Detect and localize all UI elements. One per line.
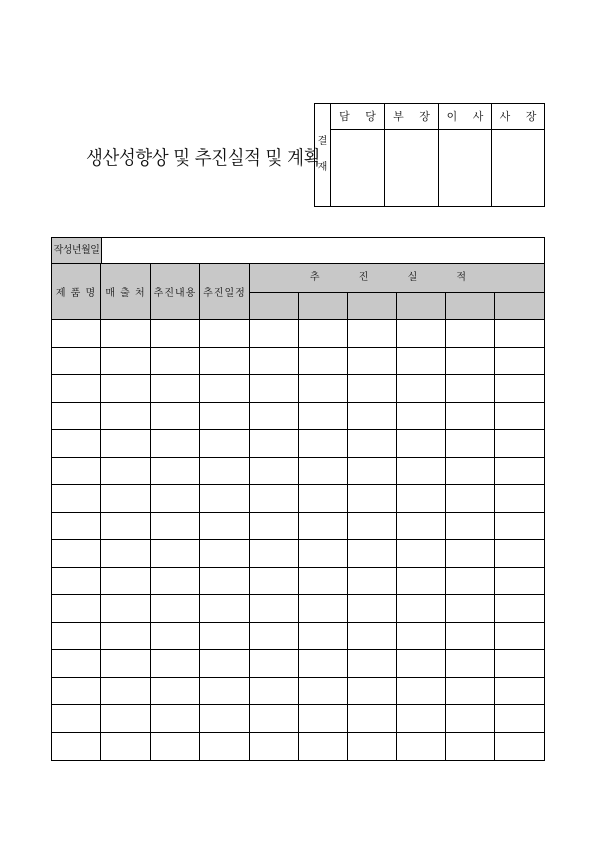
table-cell[interactable] xyxy=(250,320,299,348)
table-cell[interactable] xyxy=(250,403,299,431)
table-cell[interactable] xyxy=(495,568,544,596)
approval-side-label xyxy=(315,104,331,206)
table-cell[interactable] xyxy=(200,568,250,596)
table-cell[interactable] xyxy=(250,623,299,651)
table-cell[interactable] xyxy=(101,348,151,376)
table-cell[interactable] xyxy=(446,678,495,706)
table-cell[interactable] xyxy=(151,705,200,733)
table-cell[interactable] xyxy=(348,375,397,403)
table-cell[interactable] xyxy=(348,403,397,431)
table-cell[interactable] xyxy=(101,485,151,513)
table-cell[interactable] xyxy=(495,650,544,678)
table-cell[interactable] xyxy=(348,320,397,348)
table-cell[interactable] xyxy=(151,595,200,623)
table-cell[interactable] xyxy=(299,458,348,486)
approval-header: 사 장 xyxy=(492,104,544,130)
table-cell[interactable] xyxy=(348,458,397,486)
table-cell[interactable] xyxy=(52,705,101,733)
table-cell[interactable] xyxy=(495,320,544,348)
table-cell[interactable] xyxy=(101,705,151,733)
table-cell[interactable] xyxy=(52,375,101,403)
table-cell[interactable] xyxy=(250,568,299,596)
table-cell[interactable] xyxy=(348,650,397,678)
table-cell[interactable] xyxy=(250,733,299,761)
table-cell[interactable] xyxy=(52,430,101,458)
progress-table xyxy=(51,237,545,761)
table-cell[interactable] xyxy=(446,650,495,678)
table-cell[interactable] xyxy=(101,430,151,458)
table-cell[interactable] xyxy=(495,540,544,568)
approval-signature-cell[interactable] xyxy=(331,130,384,205)
table-cell[interactable] xyxy=(200,678,250,706)
table-cell[interactable] xyxy=(52,568,101,596)
table-cell[interactable] xyxy=(397,733,446,761)
table-cell[interactable] xyxy=(151,403,200,431)
table-cell[interactable] xyxy=(397,540,446,568)
table-cell[interactable] xyxy=(151,513,200,541)
table-cell[interactable] xyxy=(299,320,348,348)
table-cell[interactable] xyxy=(397,458,446,486)
progress-subheader-cell xyxy=(299,293,348,320)
table-cell[interactable] xyxy=(495,485,544,513)
table-cell[interactable] xyxy=(250,595,299,623)
table-cell[interactable] xyxy=(348,348,397,376)
table-cell[interactable] xyxy=(446,403,495,431)
table-cell[interactable] xyxy=(52,623,101,651)
header-action-content: 추진내용 xyxy=(151,264,200,320)
table-cell[interactable] xyxy=(397,595,446,623)
approval-signature-cell[interactable] xyxy=(492,130,544,205)
table-cell[interactable] xyxy=(151,348,200,376)
table-cell[interactable] xyxy=(446,623,495,651)
table-cell[interactable] xyxy=(151,733,200,761)
table-cell[interactable] xyxy=(200,540,250,568)
table-cell[interactable] xyxy=(495,375,544,403)
progress-subheader-cell xyxy=(397,293,446,320)
table-cell[interactable] xyxy=(397,623,446,651)
table-cell[interactable] xyxy=(200,375,250,403)
header-schedule: 추진일정 xyxy=(200,264,250,320)
table-cell[interactable] xyxy=(52,458,101,486)
table-cell[interactable] xyxy=(151,458,200,486)
progress-subheader-cell xyxy=(250,293,299,320)
table-cell[interactable] xyxy=(495,733,544,761)
table-cell[interactable] xyxy=(200,650,250,678)
header-product-name: 제 품 명 xyxy=(52,264,101,320)
table-cell[interactable] xyxy=(299,375,348,403)
table-cell[interactable] xyxy=(446,485,495,513)
table-cell[interactable] xyxy=(52,320,101,348)
table-cell[interactable] xyxy=(250,485,299,513)
table-cell[interactable] xyxy=(250,678,299,706)
table-cell[interactable] xyxy=(495,403,544,431)
table-cell[interactable] xyxy=(397,678,446,706)
table-cell[interactable] xyxy=(151,430,200,458)
table-cell[interactable] xyxy=(151,485,200,513)
table-cell[interactable] xyxy=(299,540,348,568)
table-cell[interactable] xyxy=(101,458,151,486)
table-cell[interactable] xyxy=(446,458,495,486)
table-cell[interactable] xyxy=(101,650,151,678)
table-cell[interactable] xyxy=(495,595,544,623)
table-cell[interactable] xyxy=(446,430,495,458)
approval-box xyxy=(314,103,545,207)
table-cell[interactable] xyxy=(250,348,299,376)
progress-subheader-cell xyxy=(495,293,544,320)
approval-signature-cell[interactable] xyxy=(385,130,438,205)
table-cell[interactable] xyxy=(348,513,397,541)
table-cell[interactable] xyxy=(151,320,200,348)
table-cell[interactable] xyxy=(299,568,348,596)
table-cell[interactable] xyxy=(200,623,250,651)
table-cell[interactable] xyxy=(397,705,446,733)
table-cell[interactable] xyxy=(52,733,101,761)
table-cell[interactable] xyxy=(52,403,101,431)
table-cell[interactable] xyxy=(397,568,446,596)
approval-side-label-2: 재 xyxy=(317,162,328,173)
table-cell[interactable] xyxy=(397,320,446,348)
date-value-field[interactable] xyxy=(102,238,544,263)
date-row xyxy=(52,238,544,264)
approval-column-manager xyxy=(331,104,385,206)
table-cell[interactable] xyxy=(200,348,250,376)
approval-header: 이 사 xyxy=(439,104,491,130)
document-title: 생산성향상 및 추진실적 및 계획 xyxy=(86,147,320,169)
header-progress-results: 추 진 실 적 xyxy=(250,264,544,293)
table-cell[interactable] xyxy=(151,650,200,678)
table-cell[interactable] xyxy=(52,595,101,623)
table-cell[interactable] xyxy=(52,678,101,706)
header-customer: 매 출 처 xyxy=(101,264,151,320)
table-cell[interactable] xyxy=(151,623,200,651)
table-cell[interactable] xyxy=(299,513,348,541)
table-cell[interactable] xyxy=(348,540,397,568)
table-cell[interactable] xyxy=(299,485,348,513)
table-cell[interactable] xyxy=(397,513,446,541)
table-cell[interactable] xyxy=(250,513,299,541)
table-cell[interactable] xyxy=(446,348,495,376)
table-cell[interactable] xyxy=(446,595,495,623)
table-cell[interactable] xyxy=(250,458,299,486)
table-cell[interactable] xyxy=(348,430,397,458)
table-cell[interactable] xyxy=(101,513,151,541)
approval-side-label-1: 결 xyxy=(317,136,328,147)
table-cell[interactable] xyxy=(348,678,397,706)
table-cell[interactable] xyxy=(200,513,250,541)
table-cell[interactable] xyxy=(151,568,200,596)
table-cell[interactable] xyxy=(200,595,250,623)
table-cell[interactable] xyxy=(348,485,397,513)
table-cell[interactable] xyxy=(446,705,495,733)
table-cell[interactable] xyxy=(200,320,250,348)
table-cell[interactable] xyxy=(446,568,495,596)
table-cell[interactable] xyxy=(200,485,250,513)
table-cell[interactable] xyxy=(101,623,151,651)
table-cell[interactable] xyxy=(250,375,299,403)
table-cell[interactable] xyxy=(200,733,250,761)
table-cell[interactable] xyxy=(101,320,151,348)
table-cell[interactable] xyxy=(495,458,544,486)
table-cell[interactable] xyxy=(299,403,348,431)
table-cell[interactable] xyxy=(348,568,397,596)
table-cell[interactable] xyxy=(397,650,446,678)
table-cell[interactable] xyxy=(495,705,544,733)
table-cell[interactable] xyxy=(200,430,250,458)
table-cell[interactable] xyxy=(52,650,101,678)
table-cell[interactable] xyxy=(101,568,151,596)
table-cell[interactable] xyxy=(299,348,348,376)
table-cell[interactable] xyxy=(495,513,544,541)
table-cell[interactable] xyxy=(397,430,446,458)
table-cell[interactable] xyxy=(397,485,446,513)
table-cell[interactable] xyxy=(250,540,299,568)
table-cell[interactable] xyxy=(446,733,495,761)
table-cell[interactable] xyxy=(151,540,200,568)
progress-subheader-cell xyxy=(348,293,397,320)
table-cell[interactable] xyxy=(446,513,495,541)
table-cell[interactable] xyxy=(299,595,348,623)
table-cell[interactable] xyxy=(299,705,348,733)
table-cell[interactable] xyxy=(397,375,446,403)
table-cell[interactable] xyxy=(299,430,348,458)
table-cell[interactable] xyxy=(299,733,348,761)
table-cell[interactable] xyxy=(348,705,397,733)
table-cell[interactable] xyxy=(200,458,250,486)
table-cell[interactable] xyxy=(446,540,495,568)
table-cell[interactable] xyxy=(101,540,151,568)
table-cell[interactable] xyxy=(250,705,299,733)
table-cell[interactable] xyxy=(52,485,101,513)
date-label: 작성년월일 xyxy=(52,238,102,263)
table-cell[interactable] xyxy=(52,513,101,541)
table-cell[interactable] xyxy=(495,623,544,651)
table-cell[interactable] xyxy=(101,375,151,403)
table-cell[interactable] xyxy=(200,705,250,733)
table-cell[interactable] xyxy=(495,430,544,458)
table-cell[interactable] xyxy=(101,733,151,761)
table-cell[interactable] xyxy=(446,320,495,348)
table-cell[interactable] xyxy=(52,540,101,568)
table-cell[interactable] xyxy=(200,403,250,431)
table-cell[interactable] xyxy=(250,430,299,458)
table-cell[interactable] xyxy=(299,623,348,651)
table-cell[interactable] xyxy=(299,678,348,706)
table-cell[interactable] xyxy=(151,678,200,706)
table-cell[interactable] xyxy=(101,595,151,623)
approval-column-president xyxy=(492,104,544,206)
table-cell[interactable] xyxy=(446,375,495,403)
approval-column-director xyxy=(385,104,439,206)
table-cell[interactable] xyxy=(52,348,101,376)
table-cell[interactable] xyxy=(101,403,151,431)
table-cell[interactable] xyxy=(348,733,397,761)
table-cell[interactable] xyxy=(495,348,544,376)
table-cell[interactable] xyxy=(348,595,397,623)
approval-column-executive xyxy=(439,104,492,206)
table-cell[interactable] xyxy=(495,678,544,706)
approval-signature-cell[interactable] xyxy=(439,130,491,205)
table-cell[interactable] xyxy=(397,403,446,431)
progress-subheader-cell xyxy=(446,293,495,320)
table-cell[interactable] xyxy=(250,650,299,678)
approval-header: 부 장 xyxy=(385,104,438,130)
table-cell[interactable] xyxy=(151,375,200,403)
table-cell[interactable] xyxy=(348,623,397,651)
approval-header: 담 당 xyxy=(331,104,384,130)
table-cell[interactable] xyxy=(299,650,348,678)
table-cell[interactable] xyxy=(397,348,446,376)
table-cell[interactable] xyxy=(101,678,151,706)
